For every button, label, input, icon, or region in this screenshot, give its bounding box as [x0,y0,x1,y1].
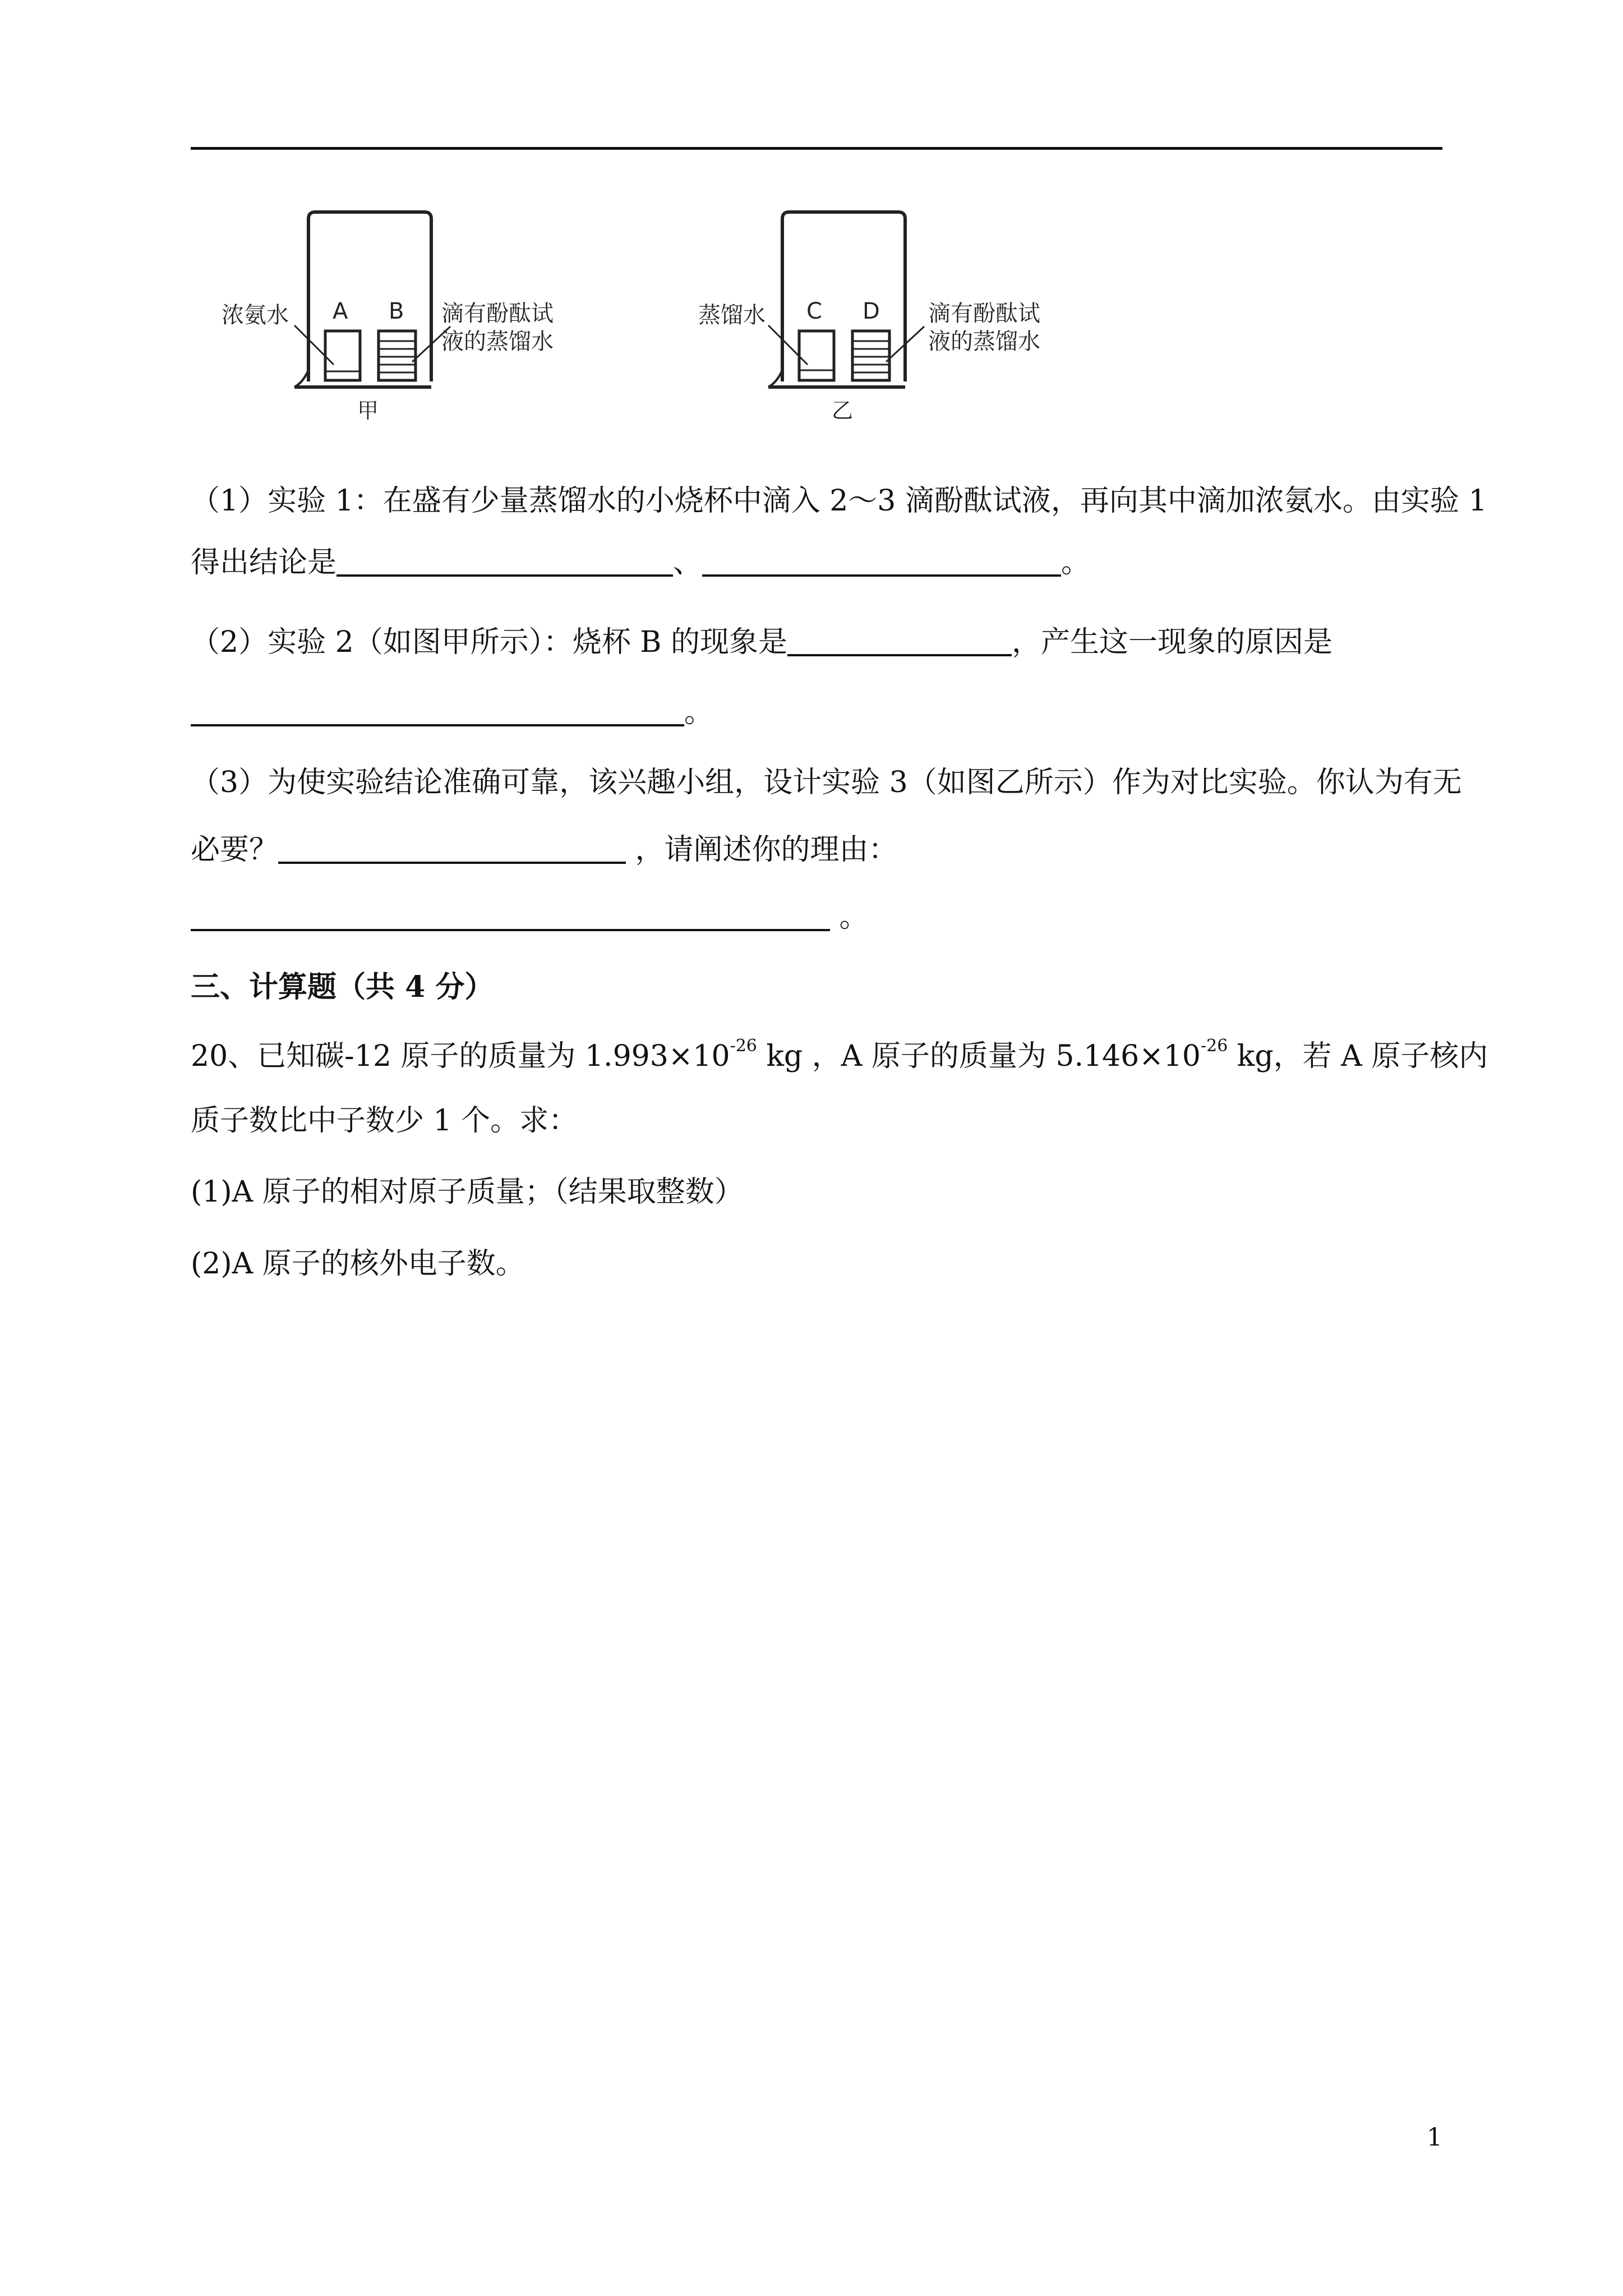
section-heading [191,968,1442,1007]
q2-text-end: 。 [684,696,714,729]
beaker-label-b: B [389,298,404,324]
beaker-label-a: A [333,298,348,324]
apparatus-jia [222,212,554,423]
q3-line-3 [191,898,1442,937]
q20-sub-1-text: (1)A 原子的相对原子质量；（结果取整数） [191,1175,744,1209]
q20-text-2: 质子数比中子数少 1 个。求： [191,1104,578,1138]
q2-text-a: （2）实验 2（如图甲所示）：烧杯 B 的现象是 [191,625,787,659]
q3-line-1 [191,763,1462,802]
q1-separator: 、 [673,546,703,579]
caption-jia: 甲 [357,398,379,423]
q1-text-end: 。 [1061,546,1091,579]
beaker-label-d: D [863,298,880,324]
answer-blank-q1-b[interactable] [702,546,1061,577]
answer-blank-q2-b[interactable] [191,696,684,726]
label-solution-yi-2: 液的蒸馏水 [928,329,1040,355]
q3-text-2b: ，请阐述你的理由： [626,833,898,867]
label-solution-jia-1: 滴有酚酞试 [441,301,554,326]
q20-line-2 [191,1101,1442,1140]
section-heading-text: 三、计算题（共 4 分） [191,970,494,1004]
q20-exponent-2: -26 [1200,1036,1228,1056]
q20-part-1: 20、已知碳-12 原子的质量为 1.993×10 [191,1039,730,1073]
answer-blank-q3-a[interactable] [278,834,626,864]
q20-part-2: kg ，A 原子的质量为 5.146×10 [757,1039,1201,1073]
answer-blank-q3-b[interactable] [191,901,830,931]
caption-yi: 乙 [832,398,854,423]
q3-text-1: （3）为使实验结论准确可靠，该兴趣小组，设计实验 3（如图乙所示）作为对比实验。你认为有无 [191,766,1462,799]
q20-part-3: kg，若 A 原子核内 [1228,1039,1488,1073]
apparatus-yi [698,212,1040,423]
q1-line-2 [191,543,1442,582]
header-rule [191,147,1442,150]
q1-line-1 [191,481,1487,521]
label-solution-jia-2: 液的蒸馏水 [441,329,554,355]
q1-text-1: （1）实验 1：在盛有少量蒸馏水的小烧杯中滴入 2～3 滴酚酞试液，再向其中滴加浓氨水。由实验 1 [191,484,1487,518]
q20-sub-2-text: (2)A 原子的核外电子数。 [191,1247,525,1281]
answer-blank-q1-a[interactable] [336,546,673,577]
label-reagent-jia: 浓氨水 [222,302,289,328]
q2-text-b: ，产生这一现象的原因是 [1011,625,1332,659]
q20-line-1 [191,1036,1488,1076]
q3-text-2a: 必要？ [191,833,279,867]
page-number: 1 [1427,2123,1442,2152]
label-solution-yi-1: 滴有酚酞试 [928,301,1040,326]
label-reagent-yi: 蒸馏水 [698,302,766,328]
q3-text-end: 。 [830,900,869,934]
q2-line-1 [191,623,1442,662]
q2-line-2 [191,693,1442,732]
q20-sub-1 [191,1172,1442,1212]
beaker-label-c: C [806,298,822,324]
q20-sub-2 [191,1244,1442,1283]
q1-text-2a: 得出结论是 [191,546,337,579]
q3-line-2 [191,830,1442,869]
answer-blank-q2-a[interactable] [787,626,1012,656]
q20-exponent-1: -26 [730,1036,757,1056]
experiment-diagram [210,202,1085,438]
experiment-figure [210,202,1085,438]
